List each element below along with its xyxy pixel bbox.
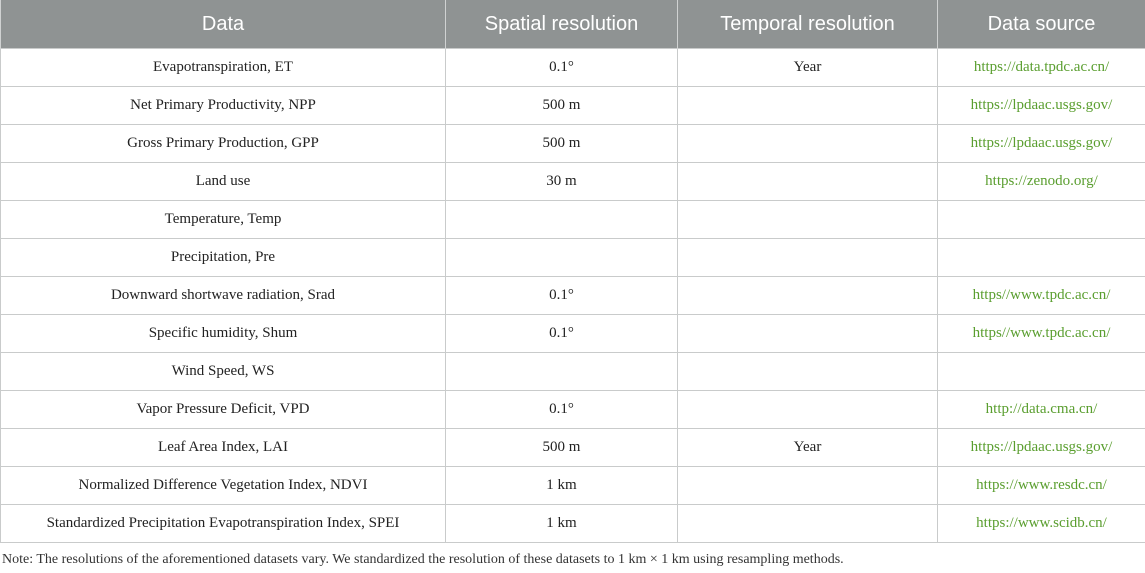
cell-spatial: 500 m: [446, 429, 678, 467]
cell-data: Specific humidity, Shum: [1, 315, 446, 353]
cell-data: Land use: [1, 163, 446, 201]
cell-temporal: Year: [678, 429, 938, 467]
cell-temporal: [678, 201, 938, 239]
table-row: [1, 87, 1145, 125]
cell-temporal: [678, 125, 938, 163]
table-row: [1, 125, 1145, 163]
table-row: [1, 505, 1145, 543]
cell-spatial: 0.1°: [446, 49, 678, 87]
cell-spatial: [446, 353, 678, 391]
cell-temporal: [678, 87, 938, 125]
cell-temporal: [678, 315, 938, 353]
cell-temporal: [678, 391, 938, 429]
cell-data: Wind Speed, WS: [1, 353, 446, 391]
cell-data: Normalized Difference Vegetation Index, NDVI: [1, 467, 446, 505]
cell-source-link[interactable]: https//www.tpdc.ac.cn/: [938, 277, 1145, 315]
cell-spatial: 500 m: [446, 87, 678, 125]
cell-data: Vapor Pressure Deficit, VPD: [1, 391, 446, 429]
table-row: [1, 391, 1145, 429]
cell-temporal: [678, 353, 938, 391]
table-row: [1, 277, 1145, 315]
table-row: [1, 467, 1145, 505]
table-row: [1, 239, 1145, 277]
cell-spatial: 500 m: [446, 125, 678, 163]
cell-spatial: 0.1°: [446, 391, 678, 429]
cell-data: Evapotranspiration, ET: [1, 49, 446, 87]
cell-data: Leaf Area Index, LAI: [1, 429, 446, 467]
cell-temporal: [678, 467, 938, 505]
cell-temporal: Year: [678, 49, 938, 87]
cell-spatial: [446, 201, 678, 239]
table-row: [1, 163, 1145, 201]
cell-source-link[interactable]: https://www.resdc.cn/: [938, 467, 1145, 505]
cell-source-link[interactable]: http://data.cma.cn/: [938, 391, 1145, 429]
cell-source-link: [938, 353, 1145, 391]
cell-data: Temperature, Temp: [1, 201, 446, 239]
cell-temporal: [678, 277, 938, 315]
table-row: [1, 429, 1145, 467]
cell-spatial: 30 m: [446, 163, 678, 201]
table-row: [1, 315, 1145, 353]
cell-spatial: 1 km: [446, 467, 678, 505]
cell-source-link[interactable]: https//www.tpdc.ac.cn/: [938, 315, 1145, 353]
cell-temporal: [678, 239, 938, 277]
cell-source-link[interactable]: https://data.tpdc.ac.cn/: [938, 49, 1145, 87]
cell-data: Gross Primary Production, GPP: [1, 125, 446, 163]
cell-spatial: [446, 239, 678, 277]
cell-data: Standardized Precipitation Evapotranspiration Index, SPEI: [1, 505, 446, 543]
header-data-source: Data source: [938, 0, 1145, 49]
cell-source-link: [938, 239, 1145, 277]
cell-source-link[interactable]: https://lpdaac.usgs.gov/: [938, 429, 1145, 467]
table-note: Note: The resolutions of the aforementioned datasets vary. We standardized the resolution of these datasets to 1 km × 1 km using resampling methods.: [2, 552, 844, 567]
cell-spatial: 0.1°: [446, 277, 678, 315]
cell-source-link[interactable]: https://lpdaac.usgs.gov/: [938, 125, 1145, 163]
table-row: [1, 353, 1145, 391]
header-temporal-resolution: Temporal resolution: [678, 0, 938, 49]
cell-source-link[interactable]: https://lpdaac.usgs.gov/: [938, 87, 1145, 125]
cell-data: Net Primary Productivity, NPP: [1, 87, 446, 125]
cell-temporal: [678, 505, 938, 543]
header-spatial-resolution: Spatial resolution: [446, 0, 678, 49]
header-row: [1, 0, 1145, 49]
cell-spatial: 1 km: [446, 505, 678, 543]
cell-data: Downward shortwave radiation, Srad: [1, 277, 446, 315]
table-row: [1, 201, 1145, 239]
cell-source-link[interactable]: https://zenodo.org/: [938, 163, 1145, 201]
cell-data: Precipitation, Pre: [1, 239, 446, 277]
cell-source-link: [938, 201, 1145, 239]
cell-spatial: 0.1°: [446, 315, 678, 353]
table-row: [1, 49, 1145, 87]
cell-temporal: [678, 163, 938, 201]
cell-source-link[interactable]: https://www.scidb.cn/: [938, 505, 1145, 543]
header-data: Data: [1, 0, 446, 49]
